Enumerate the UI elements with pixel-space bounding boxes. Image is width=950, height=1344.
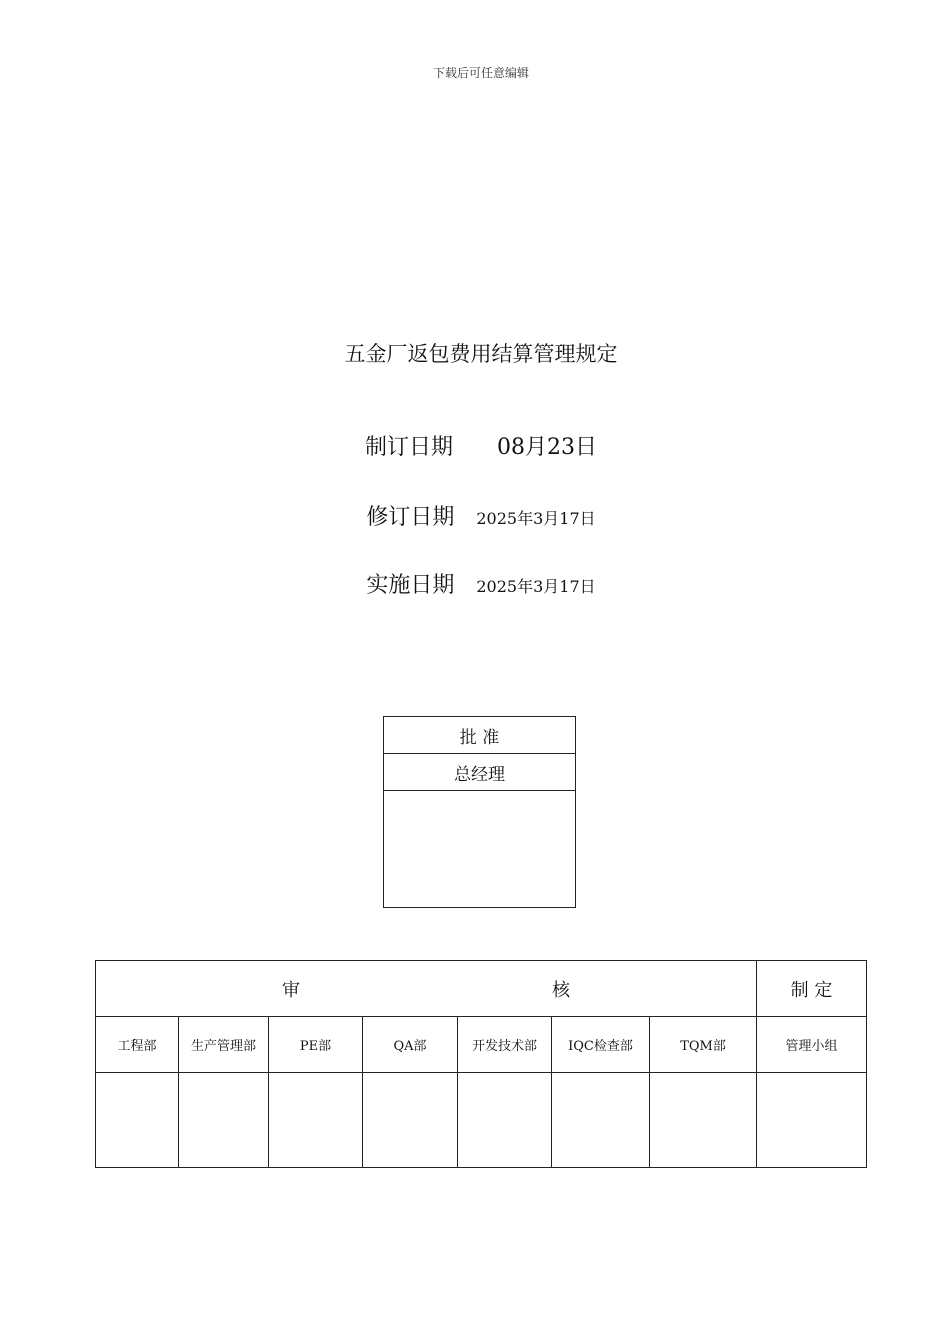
approval-role: 总经理 <box>384 754 575 791</box>
dept-development: 开发技术部 <box>458 1017 552 1073</box>
approval-box <box>383 716 576 908</box>
dept-tqm: TQM部 <box>650 1017 757 1073</box>
draft-date-value: 08月23日 <box>497 435 597 460</box>
signature-cell-engineering[interactable] <box>96 1073 179 1168</box>
prepare-header: 制 定 <box>757 961 867 1017</box>
draft-date-row <box>0 430 950 461</box>
review-char-2: 核 <box>552 979 571 1001</box>
document-title: 五金厂返包费用结算管理规定 <box>344 342 618 366</box>
draft-date-label: 制订日期 <box>364 435 453 460</box>
header-note: 下载后可任意编辑 <box>432 66 529 80</box>
approval-signature-area[interactable] <box>384 791 575 907</box>
dept-production-management: 生产管理部 <box>179 1017 269 1073</box>
effective-date-label: 实施日期 <box>366 573 455 598</box>
signature-cell-qa[interactable] <box>363 1073 458 1168</box>
approval-header: 批 准 <box>384 717 575 754</box>
signature-cell-production-management[interactable] <box>179 1073 269 1168</box>
revise-date-label: 修订日期 <box>366 505 455 530</box>
revise-date-row <box>0 500 950 531</box>
review-char-1: 审 <box>282 979 300 1001</box>
effective-date-row <box>0 568 950 599</box>
signature-cell-iqc[interactable] <box>552 1073 650 1168</box>
signature-cell-tqm[interactable] <box>650 1073 757 1168</box>
dept-qa: QA部 <box>363 1017 458 1073</box>
signature-cell-development[interactable] <box>458 1073 552 1168</box>
review-table <box>95 960 867 1168</box>
signature-cell-management-group[interactable] <box>757 1073 867 1168</box>
dept-management-group: 管理小组 <box>757 1017 867 1073</box>
signature-cell-pe[interactable] <box>269 1073 363 1168</box>
dept-iqc: IQC检查部 <box>552 1017 650 1073</box>
revise-date-value: 2025年3月17日 <box>476 509 596 528</box>
dept-engineering: 工程部 <box>96 1017 179 1073</box>
review-header <box>96 961 757 1017</box>
effective-date-value: 2025年3月17日 <box>476 577 596 596</box>
dept-pe: PE部 <box>269 1017 363 1073</box>
